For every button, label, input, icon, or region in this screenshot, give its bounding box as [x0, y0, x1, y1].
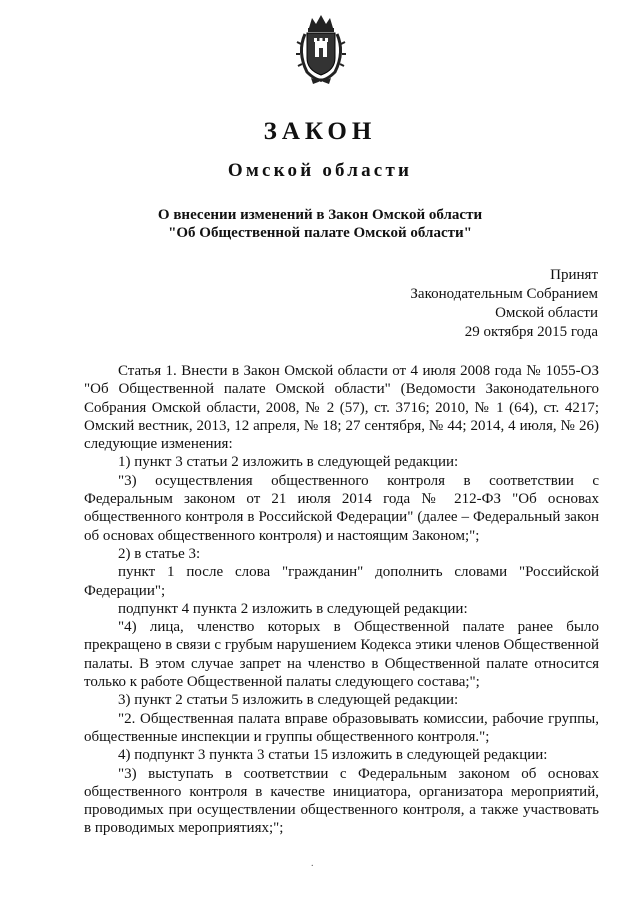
body-paragraph: пункт 1 после слова "гражданин" дополнить словами "Российской Федерации";	[84, 564, 599, 599]
document-subtitle: Омской области	[227, 160, 413, 181]
body-paragraph: "3) осуществления общественного контроля в соответствии с Федеральным законом от 21 июля 2014 года № 212-ФЗ "Об основах общественного контроля в Российской Федерации" (далее – Федеральный закон об основах общественного контроля) и настоящим Законом;";	[84, 472, 599, 544]
page-mark: .	[311, 858, 314, 869]
document-title: ЗАКОН	[263, 118, 377, 145]
law-name-line2: "Об Общественной палате Омской области"	[168, 225, 472, 241]
article-1-paragraph: Статья 1. Внести в Закон Омской области от 4 июля 2008 года № 1055-ОЗ "Об Общественной палате Омской области" (Ведомости Законодательного Собрания Омской области, 2008, № 2 (57), ст. 3716; 2010, № 1 (64), ст. 4217; Омский вестник, 2013, 12 апреля, № 18; 27 сентября, № 44; 2014, 4 июля, № 26) следующие изменения:	[84, 363, 599, 453]
body-paragraph: 4) подпункт 3 пункта 3 статьи 15 изложить в следующей редакции:	[118, 747, 548, 764]
law-name-line1: О внесении изменений в Закон Омской области	[157, 207, 483, 223]
adoption-date: 29 октября 2015 года	[464, 324, 598, 340]
adoption-line1: Принят	[550, 267, 598, 283]
body-paragraph: "2. Общественная палата вправе образовывать комиссии, рабочие группы, общественные инспекции и группы общественного контроля.";	[84, 710, 599, 745]
adoption-line2: Законодательным Собранием	[410, 286, 598, 302]
body-paragraph: 2) в статье 3:	[118, 545, 201, 562]
omsk-oblast-coat-of-arms-icon	[295, 14, 347, 86]
body-paragraph: 1) пункт 3 статьи 2 изложить в следующей редакции:	[118, 454, 459, 471]
law-body	[84, 362, 599, 838]
body-paragraph: подпункт 4 пункта 2 изложить в следующей редакции:	[118, 600, 468, 617]
adoption-line3: Омской области	[495, 305, 598, 321]
body-paragraph: "4) лица, членство которых в Общественной палате ранее было прекращено в связи с грубым нарушением Кодекса этики членов Общественной палаты. В этом случае запрет на членство в Общественной палате относится только к работе Общественной палаты следующего состава;";	[84, 619, 599, 691]
adoption-block	[410, 266, 598, 342]
law-name	[0, 206, 640, 242]
body-paragraph: 3) пункт 2 статьи 5 изложить в следующей редакции:	[118, 692, 459, 709]
body-paragraph: "3) выступать в соответствии с Федеральным законом об основах общественного контроля в качестве инициатора, организатора мероприятий, проводимых при осуществлении общественного контроля, а также участвовать в проводимых мероприятиях;";	[84, 765, 599, 837]
